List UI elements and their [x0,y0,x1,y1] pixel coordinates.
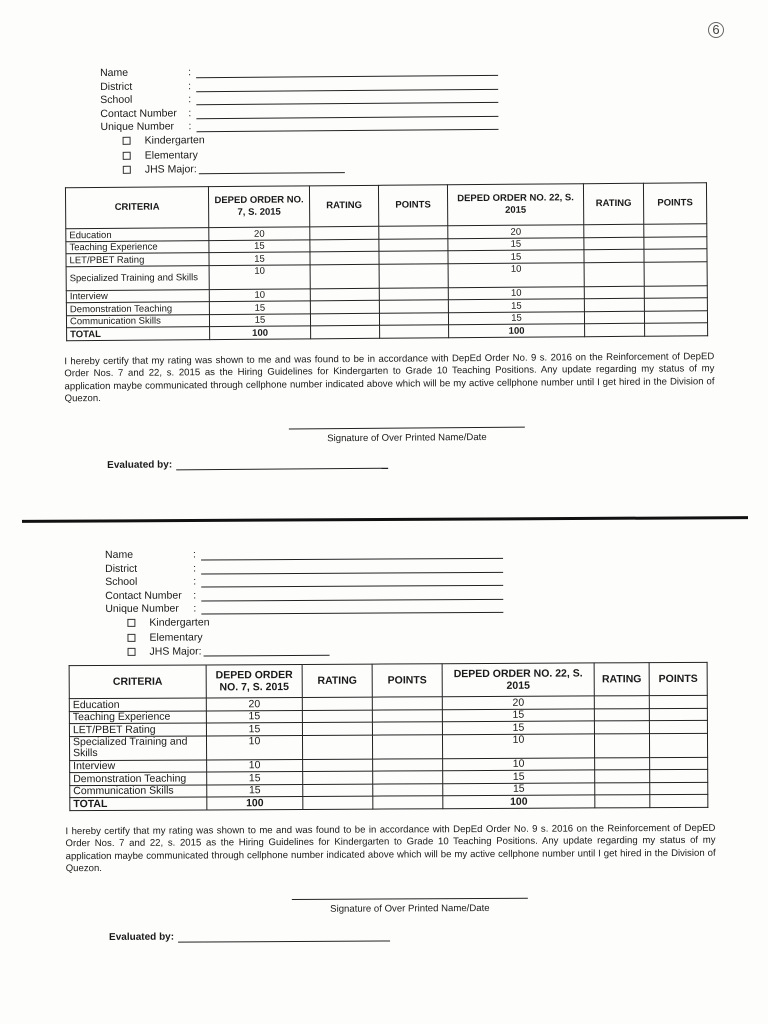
jhs-major-input-line[interactable] [203,646,329,657]
rating-cell[interactable] [584,299,644,312]
points-cell[interactable] [649,721,707,734]
rating-cell[interactable] [310,313,379,326]
header-rating: RATING [594,663,649,696]
order22-cell: 10 [448,263,584,288]
points-cell[interactable] [650,757,708,770]
criteria-cell: Specialized Training and Skills [66,266,209,291]
header-order-22: DEPED ORDER NO. 22, S. 2015 [442,663,594,697]
checkbox-icon[interactable] [123,137,131,145]
points-cell[interactable] [644,249,707,262]
school-input-line[interactable] [201,576,503,588]
order7-cell: 15 [206,723,302,736]
rating-cell[interactable] [595,770,650,783]
district-field[interactable]: District : [100,76,510,93]
points-cell[interactable] [372,710,442,723]
rating-cell[interactable] [302,723,372,736]
order22-cell: 15 [448,299,584,313]
points-cell[interactable] [379,226,448,239]
order22-cell: 15 [448,312,584,326]
level-options [123,129,768,178]
rating-cell[interactable] [302,698,372,711]
header-points: POINTS [643,183,706,224]
signature-label: Signature of Over Printed Name/Date [327,431,487,444]
rating-cell[interactable] [594,696,649,709]
name-input-line[interactable] [201,549,503,561]
school-field[interactable]: School : [100,90,510,107]
points-cell[interactable] [644,311,707,324]
name-field[interactable]: Name : [105,546,515,562]
table-header-row [69,663,707,699]
order7-cell: 15 [209,301,310,314]
criteria-cell: Communication Skills [70,785,207,798]
signature-block [292,897,528,914]
field-label: School [100,93,133,107]
rating-cell[interactable] [303,784,373,797]
order7-cell: 10 [209,265,310,290]
option-elementary[interactable]: Elementary [123,143,768,163]
checkbox-icon[interactable] [127,634,135,642]
evaluated-by-label: Evaluated by: [109,931,175,943]
rating-cell[interactable] [595,758,650,771]
order22-cell: 15 [443,770,595,783]
rating-cell[interactable] [310,264,379,289]
rating-cell[interactable] [595,795,650,808]
header-criteria: CRITERIA [65,187,208,229]
order22-cell: 100 [449,324,585,338]
criteria-cell: TOTAL [70,797,207,810]
header-points: POINTS [378,185,447,227]
evaluated-by-line[interactable] [176,458,388,470]
criteria-table [69,662,709,811]
order22-cell: 15 [443,783,595,796]
district-input-line[interactable] [201,563,503,575]
points-cell[interactable] [373,759,443,772]
criteria-cell: LET/PBET Rating [66,253,209,267]
points-cell[interactable] [644,298,707,311]
points-cell[interactable] [650,795,708,808]
order7-cell: 100 [210,326,311,339]
order22-cell: 15 [442,721,594,734]
rating-cell[interactable] [303,759,373,772]
criteria-cell: TOTAL [67,327,210,341]
applicant-info-fields [105,546,515,615]
points-cell[interactable] [644,286,707,299]
field-label: Unique Number [105,602,179,615]
unique-number-input-line[interactable] [201,603,503,615]
criteria-table [65,183,708,342]
field-label: Unique Number [100,120,175,133]
criteria-cell: Demonstration Teaching [66,302,209,316]
points-cell[interactable] [379,300,448,313]
field-label: District [105,562,138,575]
rating-cell[interactable] [310,239,379,252]
header-rating: RATING [309,186,378,228]
option-elementary[interactable]: Elementary [127,627,768,645]
page-number-mark: 6 [708,22,724,38]
field-label: School [105,575,138,589]
signature-label: Signature of Over Printed Name/Date [330,902,490,915]
order22-cell: 20 [442,696,594,709]
order22-cell: 100 [443,795,595,808]
points-cell[interactable] [379,288,448,301]
points-cell[interactable] [650,770,708,783]
evaluated-by-label: Evaluated by: [107,459,173,471]
jhs-major-input-line[interactable] [199,163,345,174]
points-cell[interactable] [649,733,707,757]
checkbox-icon[interactable] [123,166,131,174]
points-cell[interactable] [373,771,443,784]
rating-cell[interactable] [310,288,379,301]
header-points: POINTS [649,663,707,696]
order7-cell: 15 [209,240,310,253]
field-label: District [100,80,133,93]
section-divider [22,516,748,523]
points-cell[interactable] [379,313,448,326]
checkbox-icon[interactable] [123,151,131,159]
header-rating: RATING [583,184,643,225]
rating-cell[interactable] [594,721,649,734]
rating-cell[interactable] [584,286,644,299]
rating-cell[interactable] [303,797,373,810]
option-kindergarten[interactable]: Kindergarten [127,612,768,630]
order22-cell: 10 [448,287,584,301]
rating-cell[interactable] [584,262,644,286]
points-cell[interactable] [372,735,442,759]
order22-cell: 10 [442,734,594,759]
order7-cell: 15 [207,772,303,785]
field-label: Name [105,549,134,562]
contact-number-field[interactable]: Contact Number : [100,103,510,120]
criteria-cell: Education [66,228,209,242]
rating-cell[interactable] [302,710,372,723]
header-points: POINTS [372,664,442,697]
checkbox-icon[interactable] [128,648,136,656]
option-jhs-major[interactable]: JHS Major: [128,641,768,659]
points-cell[interactable] [373,784,443,797]
order7-cell: 15 [207,784,303,797]
contact-number-field[interactable]: Contact Number : [105,586,515,602]
order7-cell: 15 [209,252,310,265]
applicant-info-fields [100,63,511,133]
order22-cell: 10 [443,758,595,771]
signature-line[interactable] [289,426,525,429]
header-order-22: DEPED ORDER NO. 22, S. 2015 [447,184,583,226]
points-cell[interactable] [644,237,707,250]
unique-number-field[interactable]: Unique Number : [100,116,510,133]
level-options [127,612,768,659]
rating-form-2 [0,545,768,944]
rating-cell[interactable] [584,237,644,250]
criteria-cell: LET/PBET Rating [69,723,206,736]
points-cell[interactable] [645,323,708,336]
table-header-row [65,183,706,229]
points-cell[interactable] [380,325,449,338]
criteria-cell: Teaching Experience [69,711,206,724]
option-kindergarten[interactable]: Kindergarten [123,129,768,149]
rating-cell[interactable] [594,709,649,722]
unique-number-field[interactable]: Unique Number : [105,599,515,615]
order7-cell: 10 [207,759,303,772]
rating-cell[interactable] [310,301,379,314]
criteria-cell: Communication Skills [66,315,209,329]
district-field[interactable]: District : [105,559,515,575]
rating-cell[interactable] [302,735,372,759]
evaluated-by [109,928,768,942]
header-rating: RATING [302,665,372,698]
order7-cell: 100 [207,797,303,810]
checkbox-icon[interactable] [127,619,135,627]
order22-cell: 15 [448,238,584,252]
points-cell[interactable] [379,251,448,264]
criteria-cell: Demonstration Teaching [70,772,207,785]
points-cell[interactable] [373,796,443,809]
rating-cell[interactable] [311,326,380,339]
header-order-7: DEPED ORDER NO. 7, S. 2015 [206,665,302,699]
criteria-cell: Interview [70,760,207,773]
order7-cell: 20 [206,698,302,711]
rating-cell[interactable] [303,772,373,785]
option-jhs-major[interactable]: JHS Major: [123,158,768,178]
order7-cell: 20 [209,227,310,240]
rating-form-1 [0,61,768,472]
contact-number-input-line[interactable] [201,589,503,601]
order7-cell: 10 [206,735,302,760]
order22-cell: 20 [448,225,584,239]
points-cell[interactable] [372,722,442,735]
rating-cell[interactable] [584,250,644,263]
evaluated-by [107,454,768,470]
order7-cell: 10 [209,289,310,302]
points-cell[interactable] [644,262,707,286]
school-field[interactable]: School : [105,573,515,589]
signature-block [289,426,525,444]
criteria-cell: Interview [66,290,209,304]
field-label: Contact Number [105,589,182,602]
evaluated-by-line[interactable] [178,931,390,942]
signature-line[interactable] [292,897,528,899]
points-cell[interactable] [379,264,448,289]
order22-cell: 15 [442,709,594,722]
rating-cell[interactable] [595,783,650,796]
points-cell[interactable] [644,224,707,237]
rating-cell[interactable] [585,324,645,337]
certification-text: I hereby certify that my rating was shown to me and was found to be in accordance with DepEd Order No. 9 s. 2016 on the Reinforcement of DepED Order Nos. 7 and 22, s. 2015 as the Hiring Guidelines for Kindergarten to Grade 10 Teaching Positions. Any update regarding my status of my application maybe communicated through cellphone number indicated above which will be my active cellphone number until I get hired in the Division of Quezon. [64,351,715,405]
criteria-cell: Education [69,698,206,711]
header-order-7: DEPED ORDER NO. 7, S. 2015 [208,186,309,228]
field-label: Name [100,67,129,80]
field-label: Contact Number [100,106,177,120]
points-cell[interactable] [649,696,707,709]
order7-cell: 15 [206,710,302,723]
table-row [69,733,707,760]
total-row [70,795,708,811]
certification-text: I hereby certify that my rating was shown to me and was found to be in accordance with DepEd Order No. 9 s. 2016 on the Reinforcement of DepED Order Nos. 7 and 22, s. 2015 as the Hiring Guidelines for Kindergarten to Grade 10 Teaching Positions. Any update regarding my status of my application maybe communicated through cellphone number indicated above which will be my active cellphone number until I get hired in the Division of Quezon. [65,822,716,875]
name-field[interactable]: Name : [100,63,510,80]
points-cell[interactable] [650,782,708,795]
points-cell[interactable] [372,697,442,710]
rating-cell[interactable] [584,225,644,238]
rating-cell[interactable] [594,734,649,758]
points-cell[interactable] [649,708,707,721]
order22-cell: 15 [448,250,584,264]
rating-cell[interactable] [584,311,644,324]
rating-cell[interactable] [310,227,379,240]
criteria-cell: Specialized Training and Skills [69,736,206,761]
rating-cell[interactable] [310,252,379,265]
header-criteria: CRITERIA [69,665,206,699]
criteria-cell: Teaching Experience [66,241,209,255]
order7-cell: 15 [209,314,310,327]
points-cell[interactable] [379,239,448,252]
